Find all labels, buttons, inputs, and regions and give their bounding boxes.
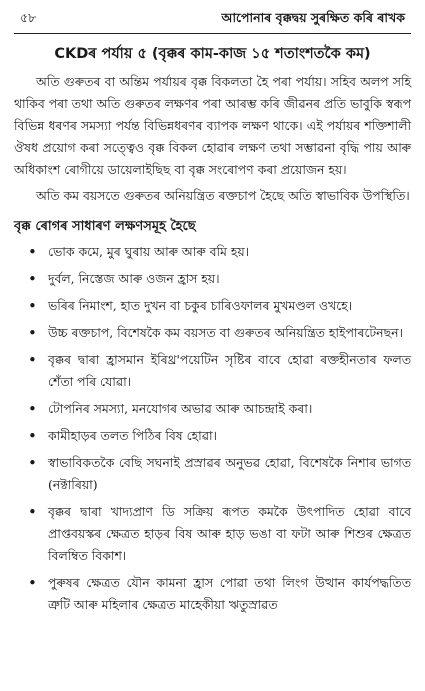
symptom-item: • বৃক্কৰ দ্বাৰা খাদ্যপ্ৰাণ ডি সক্ৰিয় ৰূপত কমকৈ উৎপাদিত হোৱা বাবে প্ৰাপ্তবয়স্কৰ ক্ষেত্ৰত হাড়ৰ বিষ আৰু হাড় ভঙা বা ফটা আৰু শিশুৰ ক্ষেত্ৰত বিলম্বিত বিকাশ। [26, 501, 411, 567]
page-header [14, 10, 411, 34]
hypertension-paragraph: অতি কম বয়সতে গুৰুতৰ অনিয়ন্ত্ৰিত ৰক্তচাপ হৈছে অতি স্বাভাবিক উপস্থিতি। [36, 188, 410, 203]
symptom-item: • দুৰ্বল, নিস্তেজ আৰু ওজন হ্ৰাস হয়। [26, 268, 411, 290]
symptoms-list [14, 241, 411, 616]
section-title: CKDৰ পৰ্যায় ৫ (বৃক্কৰ কাম-কাজ ১৫ শতাংশতকৈ কম) [54, 46, 371, 62]
running-title: আপোনাৰ বৃক্কদ্বয় সুৰক্ষিত কৰি ৰাখক [221, 10, 405, 25]
page-number: ৫৮ [20, 10, 37, 25]
symptom-item: • পুৰুষৰ ক্ষেত্ৰত যৌন কামনা হ্ৰাস পোৱা তথা লিংগ উত্থান কাৰ্যপদ্ধতিত ত্ৰুটি আৰু মহিলাৰ ক্ষেত্ৰত মাহেকীয়া ঋতুস্ৰাৱত [26, 572, 411, 616]
intro-paragraph: অতি গুৰুতৰ বা অন্তিম পৰ্যায়ৰ বৃক্ক বিকলতা হৈ পৰা পৰ্যায়। সহিব অলপ সহি থাকিব পৰা তথা অতি গুৰুতৰ লক্ষণৰ পৰা আৰম্ভ কৰি জীৱনৰ প্ৰতি ভাবুকি স্বৰূপ বিভিন্ন ধৰণৰ সমস্যা পৰ্যন্ত বিভিন্নধৰণৰ ব্যাপক লক্ষণ থাকে। এই পৰ্যায়ৰ শক্তিশালী ঔষধ প্ৰয়োগ কৰা সত্ত্বেও বৃক্ক বিকল হোৱাৰ লক্ষণ তথা সম্ভাৱনা বৃদ্ধি পায় আৰু অধিকাংশ ৰোগীয়ে ডায়েলাইছিছ বা বৃক্ক সংৰোপণ কৰা প্ৰয়োজন হয়। [14, 74, 411, 177]
symptom-item: • টোপনিৰ সমস্যা, মনযোগৰ অভাৱ আৰু আচন্দ্ৰাই কৰা। [26, 398, 411, 420]
symptom-item: • কামীহাড়ৰ তলত পিঠিৰ বিষ হোৱা। [26, 425, 411, 447]
symptom-item: • বৃক্কৰ দ্বাৰা হ্ৰাসমান ইৰিথ্ৰ'পয়েটিন সৃষ্টিৰ বাবে হোৱা ৰক্তহীনতাৰ ফলত শেঁতা পৰি যোৱা। [26, 349, 411, 393]
symptom-item: • ভৰিৰ নিমাংশ, হাত দুখন বা চকুৰ চাৰিওফালৰ মুখমণ্ডল ওখহে। [26, 295, 411, 317]
symptoms-heading: বৃক্ক ৰোগৰ সাধাৰণ লক্ষণসমূহ হৈছে [14, 219, 196, 234]
symptom-item: • স্বাভাবিকতকৈ বেছি সঘনাই প্ৰস্ৰাৱৰ অনুভৱ হোৱা, বিশেষকৈ নিশাৰ ভাগত (নক্টাৰিয়া) [26, 452, 411, 496]
symptom-item: • উচ্চ ৰক্তচাপ, বিশেষকৈ কম বয়সত বা গুৰুতৰ অনিয়ন্ত্ৰিত হাইপাৰটেনছন। [26, 322, 411, 344]
symptom-item: • ভোক কমে, মুৰ ঘুৰায় আৰু আৰু বমি হয়। [26, 241, 411, 263]
